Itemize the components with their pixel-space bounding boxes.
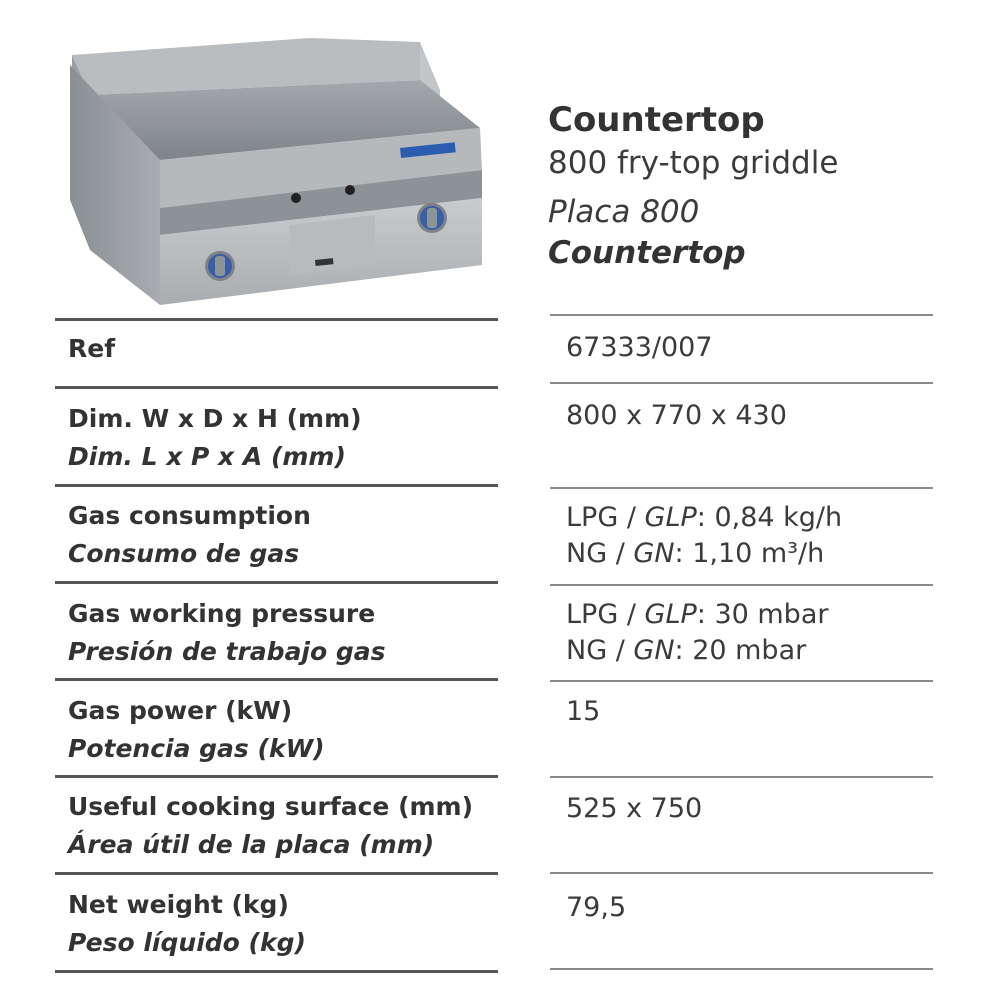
spec-label — [68, 595, 386, 671]
spec-label — [68, 692, 325, 768]
row-divider-right — [550, 382, 933, 384]
row-divider-right — [550, 776, 933, 778]
spec-label-es: Peso líquido (kg) — [68, 928, 306, 957]
spec-label — [68, 497, 311, 573]
spec-value — [566, 890, 626, 926]
row-divider-left — [55, 581, 498, 584]
row-divider-left — [55, 872, 498, 875]
product-title-block — [548, 100, 838, 272]
row-divider-right — [550, 872, 933, 874]
row-divider-right — [550, 314, 933, 316]
spec-label-es: Consumo de gas — [68, 539, 300, 568]
spec-label-en: Ref — [68, 334, 116, 363]
spec-value-line: NG / GN: 20 mbar — [566, 635, 807, 666]
spec-value-line: 79,5 — [566, 892, 627, 923]
row-divider-left — [55, 775, 498, 778]
spec-label-es: Área útil de la placa (mm) — [68, 830, 435, 859]
spec-value-line: LPG / GLP: 30 mbar — [566, 599, 829, 630]
row-divider-left — [55, 484, 498, 487]
spec-label-es: Potencia gas (kW) — [68, 734, 325, 763]
spec-label-en: Dim. W x D x H (mm) — [68, 404, 362, 433]
row-divider-left — [55, 970, 498, 973]
row-divider-right — [550, 680, 933, 682]
spec-label-en: Net weight (kg) — [68, 890, 289, 919]
row-divider-left — [55, 678, 498, 681]
row-divider-right — [550, 487, 933, 489]
spec-value-line: 67333/007 — [566, 332, 713, 363]
spec-value-es-abbr: GN — [633, 538, 675, 569]
spec-value — [566, 500, 842, 572]
spec-label — [68, 400, 362, 476]
title-en-line1: Countertop — [548, 100, 765, 140]
spec-value-line: NG / GN: 1,10 m³/h — [566, 538, 825, 569]
spec-value-line: 525 x 750 — [566, 793, 703, 824]
spec-value-es-abbr: GLP — [644, 502, 697, 533]
spec-label-es: Presión de trabajo gas — [68, 637, 386, 666]
spec-value — [566, 597, 828, 669]
spec-value — [566, 694, 600, 730]
title-en-line2: 800 fry-top griddle — [548, 144, 839, 181]
row-divider-right — [550, 968, 933, 970]
spec-value — [566, 791, 702, 827]
spec-value-es-abbr: GN — [633, 635, 675, 666]
spec-label-en: Gas working pressure — [68, 599, 376, 628]
spec-value-line: LPG / GLP: 0,84 kg/h — [566, 502, 843, 533]
spec-value-line: 15 — [566, 696, 601, 727]
spec-label — [68, 788, 473, 864]
spec-value-line: 800 x 770 x 430 — [566, 400, 787, 431]
title-es-line1: Placa 800 — [548, 193, 700, 230]
spec-value — [566, 398, 787, 434]
spec-label-en: Gas power (kW) — [68, 696, 293, 725]
spec-value — [566, 330, 713, 366]
row-divider-left — [55, 386, 498, 389]
row-divider-left — [55, 318, 498, 321]
spec-label-en: Useful cooking surface (mm) — [68, 792, 474, 821]
product-image — [60, 20, 490, 320]
row-divider-right — [550, 584, 933, 586]
spec-label-es: Dim. L x P x A (mm) — [68, 442, 346, 471]
spec-label-en: Gas consumption — [68, 501, 311, 530]
spec-label — [68, 886, 306, 962]
spec-label — [68, 330, 115, 368]
spec-value-es-abbr: GLP — [644, 599, 697, 630]
title-es-line2: Countertop — [548, 235, 746, 272]
